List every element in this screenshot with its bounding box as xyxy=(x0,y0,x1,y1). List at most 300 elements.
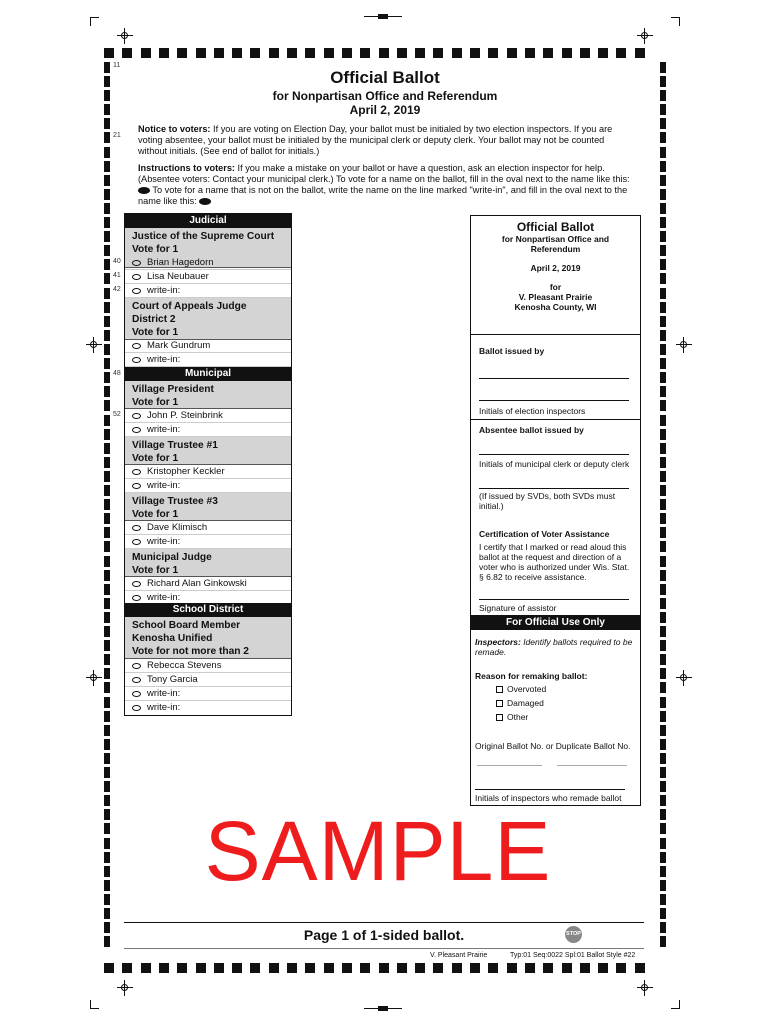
reason-label: Reason for remaking ballot: xyxy=(475,671,588,681)
candidate-row[interactable] xyxy=(125,409,291,423)
timing-mark xyxy=(543,963,553,973)
timing-mark xyxy=(379,963,389,973)
timing-mark xyxy=(488,48,498,58)
timing-mark xyxy=(287,48,297,58)
timing-mark xyxy=(580,963,590,973)
timing-mark xyxy=(159,963,169,973)
vote-oval[interactable] xyxy=(132,469,141,475)
crop-mark-top-right xyxy=(671,17,680,26)
write-in-label: write-in: xyxy=(147,536,181,547)
candidate-name: Rebecca Stevens xyxy=(147,660,222,671)
vote-for: Vote for 1 xyxy=(132,244,179,255)
notice-label: Notice to voters: xyxy=(138,124,211,134)
timing-mark xyxy=(104,499,110,510)
timing-mark xyxy=(660,62,666,73)
timing-mark xyxy=(433,963,443,973)
filled-oval-icon xyxy=(199,198,211,205)
timing-mark xyxy=(232,48,242,58)
write-in-label: write-in: xyxy=(147,480,181,491)
bottom-center-block xyxy=(378,1006,388,1011)
timing-mark xyxy=(104,767,110,778)
timing-mark xyxy=(660,697,666,708)
write-in-row[interactable] xyxy=(125,479,291,493)
timing-mark xyxy=(525,48,535,58)
timing-mark xyxy=(159,48,169,58)
instructions-text-2: To vote for a name that is not on the ballot, write the name on the line marked "write-in", and fill in the oval next to the name like this: xyxy=(138,185,628,206)
candidate-name: Tony Garcia xyxy=(147,674,198,685)
timing-mark xyxy=(104,485,110,496)
vote-oval[interactable] xyxy=(132,691,141,697)
timing-mark xyxy=(660,245,666,256)
timing-mark xyxy=(104,570,110,581)
signature-line xyxy=(475,789,625,790)
vote-oval[interactable] xyxy=(132,581,141,587)
timing-mark xyxy=(104,175,110,186)
timing-mark xyxy=(660,852,666,863)
vote-for: Vote for 1 xyxy=(132,397,179,408)
timing-mark xyxy=(232,963,242,973)
write-in-label: write-in: xyxy=(147,424,181,435)
timing-mark xyxy=(104,584,110,595)
timing-mark xyxy=(104,626,110,637)
timing-mark xyxy=(397,963,407,973)
section-header-municipal: Municipal xyxy=(125,367,291,381)
signature-line xyxy=(479,378,629,379)
section-header-school-district: School District xyxy=(125,603,291,617)
timing-mark xyxy=(616,48,626,58)
timing-mark xyxy=(525,963,535,973)
timing-mark xyxy=(104,231,110,242)
position-code: 21 xyxy=(113,132,121,139)
timing-mark xyxy=(660,161,666,172)
signature-assistor-label: Signature of assistor xyxy=(479,603,557,613)
timing-mark xyxy=(104,104,110,115)
candidate-row[interactable] xyxy=(125,339,291,353)
vote-oval[interactable] xyxy=(132,483,141,489)
write-in-row[interactable] xyxy=(125,701,291,715)
timing-mark xyxy=(660,654,666,665)
timing-mark xyxy=(660,640,666,651)
timing-mark xyxy=(104,598,110,609)
timing-mark xyxy=(104,48,114,58)
timing-mark xyxy=(104,273,110,284)
timing-mark xyxy=(104,76,110,87)
timing-mark xyxy=(104,838,110,849)
footer-rule-thin xyxy=(124,948,644,949)
timing-mark xyxy=(214,963,224,973)
timing-mark xyxy=(104,612,110,623)
office-title: Village Trustee #1 xyxy=(132,440,218,451)
footer-style: Typ:01 Seq:0022 Spl:01 Ballot Style #22 xyxy=(510,952,636,959)
timing-mark xyxy=(104,795,110,806)
write-in-row[interactable] xyxy=(125,353,291,367)
timing-mark xyxy=(415,48,425,58)
candidate-row[interactable] xyxy=(125,659,291,673)
write-in-row[interactable] xyxy=(125,423,291,437)
timing-mark xyxy=(104,203,110,214)
timing-mark xyxy=(104,344,110,355)
ballot-title: Official Ballot xyxy=(330,68,440,87)
timing-mark xyxy=(177,48,187,58)
timing-mark xyxy=(104,753,110,764)
vote-oval[interactable] xyxy=(132,705,141,711)
timing-mark xyxy=(104,259,110,270)
timing-mark xyxy=(104,711,110,722)
vote-oval[interactable] xyxy=(132,288,141,294)
timing-mark xyxy=(660,527,666,538)
timing-mark xyxy=(104,62,110,73)
timing-mark xyxy=(507,963,517,973)
vote-oval[interactable] xyxy=(132,427,141,433)
office-village-trustee-1 xyxy=(125,437,291,465)
timing-mark xyxy=(660,894,666,905)
timing-mark xyxy=(104,739,110,750)
timing-mark xyxy=(660,457,666,468)
checkbox[interactable] xyxy=(496,686,503,693)
timing-mark xyxy=(104,330,110,341)
vote-for: Vote for not more than 2 xyxy=(132,646,249,657)
timing-mark xyxy=(104,908,110,919)
timing-mark xyxy=(660,231,666,242)
registration-mark xyxy=(676,670,692,686)
timing-mark xyxy=(660,175,666,186)
timing-mark xyxy=(507,48,517,58)
candidate-name: Brian Hagedorn xyxy=(147,257,214,268)
candidate-row[interactable] xyxy=(125,673,291,687)
timing-mark xyxy=(660,922,666,933)
timing-mark xyxy=(660,513,666,524)
absentee-label: Absentee ballot issued by xyxy=(479,425,584,435)
registration-mark xyxy=(86,337,102,353)
ballot-number-line xyxy=(557,765,627,766)
timing-mark xyxy=(660,838,666,849)
inspectors-label: Inspectors: xyxy=(475,637,521,647)
vote-oval[interactable] xyxy=(132,274,141,280)
timing-mark xyxy=(104,697,110,708)
timing-mark xyxy=(104,866,110,877)
divider xyxy=(471,334,640,335)
timing-mark xyxy=(635,963,645,973)
timing-mark xyxy=(104,541,110,552)
timing-mark xyxy=(104,471,110,482)
timing-mark xyxy=(660,584,666,595)
original-ballot-label: Original Ballot No. or Duplicate Ballot No. xyxy=(475,741,631,751)
timing-mark xyxy=(287,963,297,973)
timing-mark xyxy=(104,556,110,567)
stop-sign-text: STOP xyxy=(566,931,581,937)
timing-mark xyxy=(660,626,666,637)
registration-mark xyxy=(637,980,653,996)
timing-mark xyxy=(660,823,666,834)
candidate-name: Dave Klimisch xyxy=(147,522,208,533)
notice-text: If you are voting on Election Day, your ballot must be initialed by two election inspectors. If you are voting absentee, your ballot must be initialed by the municipal clerk or deputy clerk. Your ballot may not be counted without initials. (See end of ballot for initials.) xyxy=(138,124,613,156)
timing-mark xyxy=(660,330,666,341)
vote-for: Vote for 1 xyxy=(132,509,179,520)
reason-damaged[interactable] xyxy=(496,698,544,708)
timing-mark xyxy=(305,48,315,58)
inspectors-text: Identify ballots required to be remade. xyxy=(475,637,633,657)
initials-clerk-label: Initials of municipal clerk or deputy clerk xyxy=(479,459,630,469)
candidate-name: Kristopher Keckler xyxy=(147,466,225,477)
timing-mark xyxy=(660,415,666,426)
timing-mark xyxy=(562,963,572,973)
side-date: April 2, 2019 xyxy=(530,263,581,273)
ballot-number-line xyxy=(477,765,542,766)
position-code: 40 xyxy=(113,258,121,265)
candidate-name: Mark Gundrum xyxy=(147,340,211,351)
timing-mark xyxy=(177,963,187,973)
office-title: Village Trustee #3 xyxy=(132,496,218,507)
reason-text: Damaged xyxy=(507,698,544,708)
timing-mark xyxy=(104,823,110,834)
timing-mark xyxy=(104,302,110,313)
registration-mark xyxy=(117,980,133,996)
section-header-judicial: Judicial xyxy=(125,214,291,228)
timing-mark xyxy=(598,963,608,973)
timing-mark xyxy=(562,48,572,58)
timing-mark xyxy=(104,640,110,651)
timing-mark xyxy=(660,725,666,736)
timing-mark xyxy=(104,809,110,820)
crop-mark-top-left xyxy=(90,17,99,26)
ballot-contests-column xyxy=(124,213,292,716)
timing-mark xyxy=(104,443,110,454)
timing-mark xyxy=(104,118,110,129)
top-center-block xyxy=(378,14,388,19)
side-title: Official Ballot xyxy=(516,220,595,234)
signature-line xyxy=(479,599,629,600)
official-use-panel xyxy=(470,215,641,806)
signature-line xyxy=(479,400,629,401)
timing-mark xyxy=(104,668,110,679)
footer-place: V. Pleasant Prairie xyxy=(430,952,488,959)
timing-mark xyxy=(360,963,370,973)
svds-note: (If issued by SVDs, both SVDs must initial.) xyxy=(479,491,616,511)
write-in-row[interactable] xyxy=(125,284,291,298)
timing-mark xyxy=(342,963,352,973)
timing-mark xyxy=(104,963,114,973)
timing-mark xyxy=(660,302,666,313)
candidate-row[interactable] xyxy=(125,270,291,284)
office-title: Justice of the Supreme Court xyxy=(132,231,275,242)
timing-mark xyxy=(122,48,132,58)
timing-mark xyxy=(379,48,389,58)
candidate-row[interactable] xyxy=(125,521,291,535)
timing-mark xyxy=(104,217,110,228)
instructions-text: If you make a mistake on your ballot or have a question, ask an election inspector for help. (Absentee voters: Contact your municipal clerk.) To vote for a name on the ballot, fill in the oval next to the name like this: xyxy=(138,163,630,184)
vote-oval[interactable] xyxy=(132,663,141,669)
timing-mark xyxy=(660,316,666,327)
timing-mark xyxy=(104,880,110,891)
vote-oval[interactable] xyxy=(132,357,141,363)
timing-mark xyxy=(104,161,110,172)
timing-mark xyxy=(452,48,462,58)
timing-mark xyxy=(470,48,480,58)
timing-mark xyxy=(660,908,666,919)
office-title-line-2: District 2 xyxy=(132,314,176,325)
write-in-label: write-in: xyxy=(147,688,181,699)
timing-mark xyxy=(660,259,666,270)
timing-mark xyxy=(214,48,224,58)
ballot-date: April 2, 2019 xyxy=(349,103,421,117)
vote-oval[interactable] xyxy=(132,595,141,601)
timing-mark xyxy=(324,48,334,58)
vote-oval[interactable] xyxy=(132,343,141,349)
divider xyxy=(471,419,640,420)
office-school-board xyxy=(125,617,291,659)
timing-mark xyxy=(660,767,666,778)
timing-mark xyxy=(660,556,666,567)
timing-mark xyxy=(122,963,132,973)
write-in-row[interactable] xyxy=(125,535,291,549)
checkbox[interactable] xyxy=(496,714,503,721)
vote-for: Vote for 1 xyxy=(132,565,179,576)
timing-mark xyxy=(104,386,110,397)
ballot-subtitle: for Nonpartisan Office and Referendum xyxy=(272,89,498,103)
candidate-row[interactable] xyxy=(125,465,291,479)
candidate-row[interactable] xyxy=(125,256,291,270)
timing-mark xyxy=(269,963,279,973)
timing-mark xyxy=(660,358,666,369)
candidate-name: Richard Alan Ginkowski xyxy=(147,578,247,589)
timing-mark xyxy=(104,429,110,440)
office-village-president xyxy=(125,381,291,409)
reason-text: Overvoted xyxy=(507,684,547,694)
vote-for: Vote for 1 xyxy=(132,453,179,464)
write-in-label: write-in: xyxy=(147,702,181,713)
crop-mark-bottom-left xyxy=(90,1000,99,1009)
office-village-trustee-3 xyxy=(125,493,291,521)
checkbox[interactable] xyxy=(496,700,503,707)
timing-mark xyxy=(660,203,666,214)
timing-mark xyxy=(660,753,666,764)
vote-oval[interactable] xyxy=(132,525,141,531)
timing-mark xyxy=(660,739,666,750)
write-in-row[interactable] xyxy=(125,687,291,701)
timing-mark xyxy=(250,48,260,58)
candidate-row[interactable] xyxy=(125,577,291,591)
side-for: for xyxy=(549,282,562,292)
office-title: Court of Appeals Judge xyxy=(132,301,247,312)
ballot-issued-label: Ballot issued by xyxy=(479,346,545,356)
timing-mark xyxy=(104,922,110,933)
timing-mark xyxy=(104,725,110,736)
timing-mark xyxy=(104,132,110,143)
timing-mark xyxy=(104,527,110,538)
office-court-of-appeals xyxy=(125,298,291,340)
reason-text: Other xyxy=(507,712,529,722)
side-place: V. Pleasant Prairie xyxy=(518,292,593,302)
timing-mark xyxy=(660,795,666,806)
certification-title: Certification of Voter Assistance xyxy=(479,529,610,539)
office-title: School Board Member xyxy=(132,620,241,631)
write-in-label: write-in: xyxy=(147,285,181,296)
timing-mark xyxy=(598,48,608,58)
timing-mark xyxy=(104,894,110,905)
inspectors-note xyxy=(475,637,635,657)
position-code: 11 xyxy=(113,62,121,69)
timing-mark xyxy=(660,90,666,101)
timing-mark xyxy=(660,372,666,383)
footer-rule xyxy=(124,922,644,923)
reason-overvoted[interactable] xyxy=(496,684,546,694)
office-title: Village President xyxy=(132,384,214,395)
signature-line xyxy=(479,454,629,455)
timing-mark xyxy=(660,429,666,440)
candidate-name: Lisa Neubauer xyxy=(147,271,209,282)
timing-mark xyxy=(660,189,666,200)
remade-initials-label: Initials of inspectors who remade ballot xyxy=(475,793,622,803)
timing-mark xyxy=(360,48,370,58)
timing-mark xyxy=(580,48,590,58)
timing-mark xyxy=(660,443,666,454)
sample-watermark: SAMPLE xyxy=(204,804,552,898)
timing-mark xyxy=(488,963,498,973)
timing-mark xyxy=(104,400,110,411)
side-subtitle: for Nonpartisan Office and xyxy=(501,234,610,244)
timing-mark xyxy=(104,90,110,101)
registration-mark xyxy=(637,28,653,44)
timing-mark xyxy=(660,118,666,129)
reason-other[interactable] xyxy=(496,712,528,722)
vote-oval[interactable] xyxy=(132,260,141,266)
timing-mark xyxy=(616,963,626,973)
timing-mark xyxy=(543,48,553,58)
vote-oval[interactable] xyxy=(132,677,141,683)
timing-mark xyxy=(660,499,666,510)
timing-mark xyxy=(104,372,110,383)
initials-inspectors-label: Initials of election inspectors xyxy=(479,406,586,416)
filled-oval-icon xyxy=(138,187,150,194)
timing-mark xyxy=(660,147,666,158)
timing-mark xyxy=(104,189,110,200)
timing-mark xyxy=(196,48,206,58)
timing-mark xyxy=(660,288,666,299)
vote-oval[interactable] xyxy=(132,413,141,419)
timing-mark xyxy=(660,809,666,820)
timing-mark xyxy=(452,963,462,973)
timing-mark xyxy=(104,457,110,468)
timing-mark xyxy=(660,541,666,552)
vote-oval[interactable] xyxy=(132,539,141,545)
position-code: 41 xyxy=(113,272,121,279)
page-indicator: Page 1 of 1-sided ballot. xyxy=(303,927,465,943)
office-municipal-judge xyxy=(125,549,291,577)
timing-mark xyxy=(104,781,110,792)
write-in-label: write-in: xyxy=(147,354,181,365)
timing-mark xyxy=(397,48,407,58)
timing-mark xyxy=(635,48,645,58)
office-title: Municipal Judge xyxy=(132,552,212,563)
vote-for: Vote for 1 xyxy=(132,327,179,338)
timing-mark xyxy=(104,682,110,693)
timing-mark xyxy=(660,471,666,482)
timing-mark xyxy=(660,570,666,581)
timing-mark xyxy=(660,936,666,947)
timing-mark xyxy=(470,963,480,973)
timing-mark xyxy=(660,612,666,623)
timing-mark xyxy=(415,963,425,973)
office-title-line-2: Kenosha Unified xyxy=(132,633,213,644)
timing-mark xyxy=(269,48,279,58)
registration-mark xyxy=(117,28,133,44)
timing-mark xyxy=(660,217,666,228)
position-code: 42 xyxy=(113,286,121,293)
timing-mark xyxy=(660,668,666,679)
instructions-label: Instructions to voters: xyxy=(138,163,235,173)
timing-mark xyxy=(660,485,666,496)
timing-mark xyxy=(104,852,110,863)
